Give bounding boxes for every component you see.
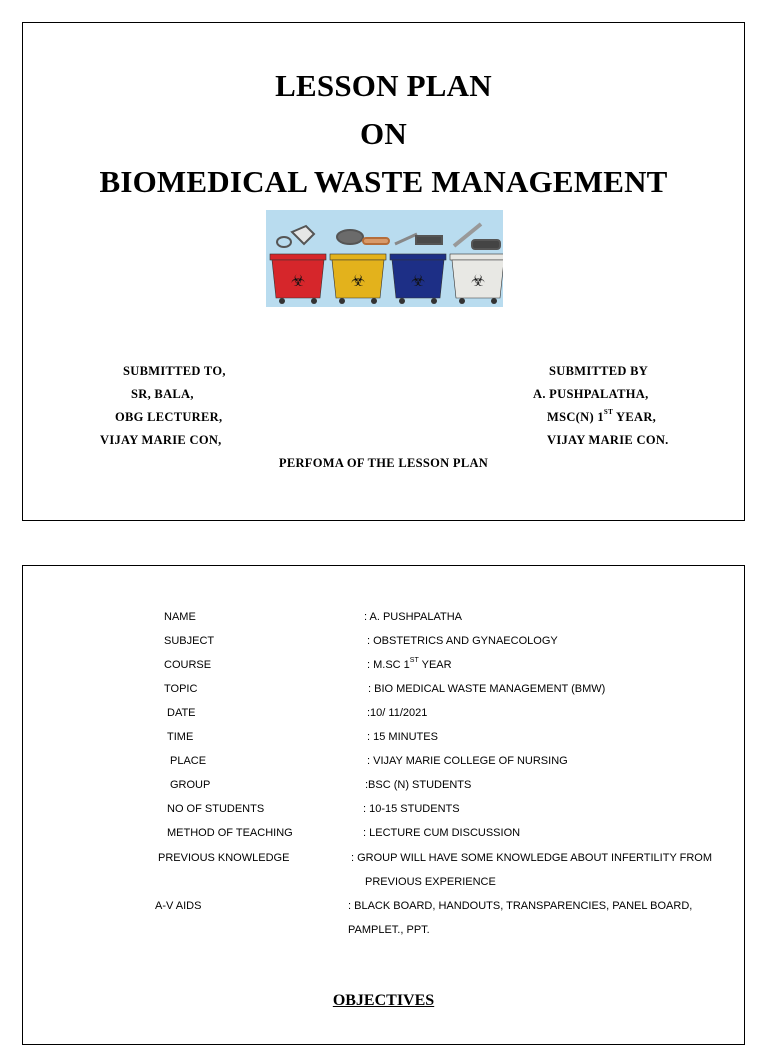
method-value: : LECTURE CUM DISCUSSION	[363, 827, 521, 839]
submitted-by-course: MSC(N) 1ST YEAR,	[547, 408, 657, 424]
submitted-to-name: SR, BALA,	[131, 387, 194, 401]
av-aids-value-2: PAMPLET., PPT.	[348, 924, 430, 936]
submitted-by-institution: VIJAY MARIE CON.	[547, 433, 669, 447]
group-value: :BSC (N) STUDENTS	[365, 779, 472, 791]
submitted-to-role: OBG LECTURER,	[115, 410, 223, 424]
time-value: : 15 MINUTES	[367, 731, 438, 743]
waste-bin-1	[270, 254, 326, 304]
students-value: : 10-15 STUDENTS	[363, 803, 460, 815]
place-label: PLACE	[170, 755, 207, 767]
place-value: : VIJAY MARIE COLLEGE OF NURSING	[367, 755, 568, 767]
method-label: METHOD OF TEACHING	[167, 827, 293, 839]
topic-value: : BIO MEDICAL WASTE MANAGEMENT (BMW)	[368, 683, 606, 695]
subject-label: SUBJECT	[164, 635, 215, 647]
name-value: : A. PUSHPALATHA	[364, 611, 463, 623]
name-label: NAME	[164, 611, 196, 623]
date-label: DATE	[167, 707, 196, 719]
biohazard-icon: ☣	[290, 273, 306, 290]
cover-page	[22, 22, 745, 521]
title-line-2: ON	[360, 116, 407, 151]
title-line-1: LESSON PLAN	[275, 68, 492, 103]
students-label: NO OF STUDENTS	[167, 803, 265, 815]
perfoma-heading: PERFOMA OF THE LESSON PLAN	[278, 456, 489, 470]
waste-bin-2	[330, 254, 386, 304]
previous-knowledge-label: PREVIOUS KNOWLEDGE	[158, 852, 290, 864]
proforma-page	[22, 565, 745, 1045]
submitted-to-heading: SUBMITTED TO,	[123, 364, 226, 378]
date-value: :10/ 11/2021	[367, 707, 428, 719]
biohazard-icon: ☣	[410, 273, 426, 290]
course-label: COURSE	[164, 659, 212, 671]
previous-knowledge-value-2: PREVIOUS EXPERIENCE	[365, 876, 496, 888]
biohazard-icon: ☣	[350, 273, 366, 290]
biohazard-icon: ☣	[470, 273, 486, 290]
objectives-heading: OBJECTIVES	[332, 992, 435, 1009]
group-label: GROUP	[170, 779, 211, 791]
submitted-to-institution: VIJAY MARIE CON,	[100, 433, 222, 447]
submitted-by-name: A. PUSHPALATHA,	[533, 387, 649, 401]
submitted-by-heading: SUBMITTED BY	[549, 364, 649, 378]
av-aids-label: A-V AIDS	[155, 900, 202, 912]
waste-bin-3	[390, 254, 446, 304]
subject-value: : OBSTETRICS AND GYNAECOLOGY	[367, 635, 558, 647]
time-label: TIME	[167, 731, 194, 743]
av-aids-value-1: : BLACK BOARD, HANDOUTS, TRANSPARENCIES, PANEL BOARD,	[348, 900, 693, 912]
previous-knowledge-value-1: : GROUP WILL HAVE SOME KNOWLEDGE ABOUT INFERTILITY FROM	[351, 852, 713, 864]
topic-label: TOPIC	[164, 683, 198, 695]
waste-bins-image	[266, 210, 503, 307]
waste-bin-4	[450, 254, 503, 304]
course-value: : M.SC 1ST YEAR	[367, 657, 452, 671]
title-line-3: BIOMEDICAL WASTE MANAGEMENT	[99, 164, 668, 199]
